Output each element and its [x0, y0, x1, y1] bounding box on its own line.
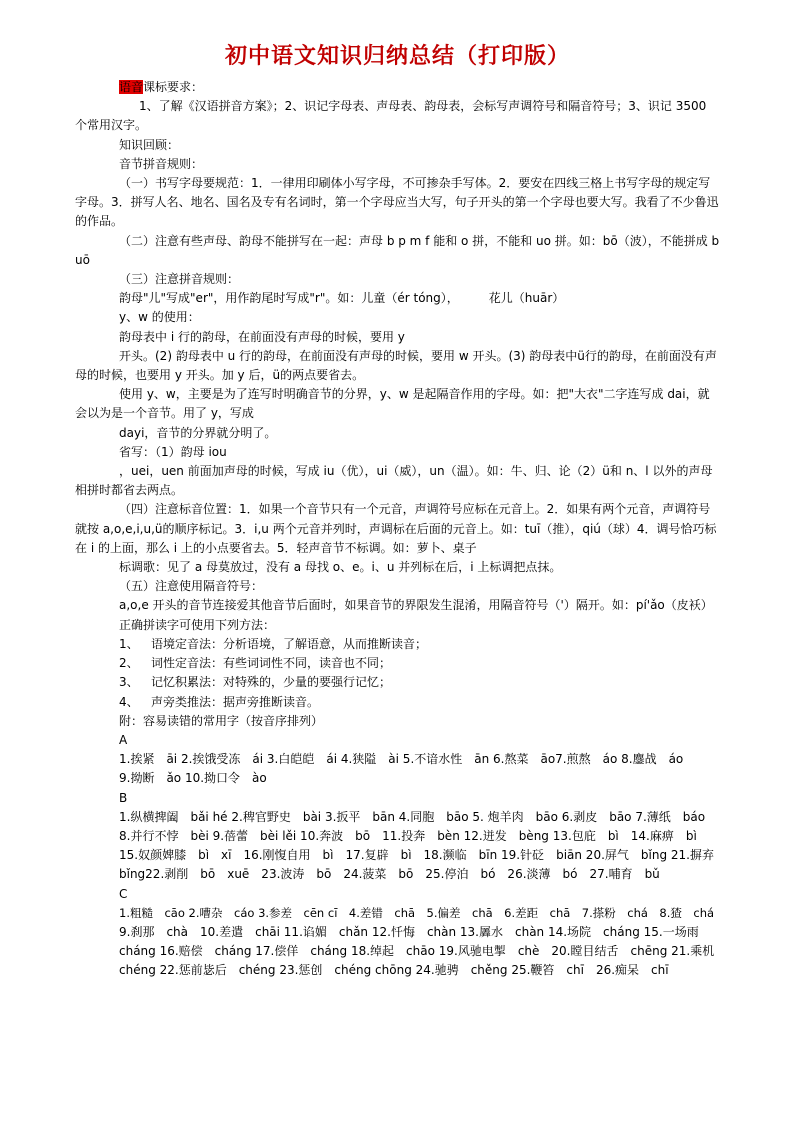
abbreviation-heading: 省写：（1）韵母 iou [119, 444, 227, 459]
section-heading [75, 78, 720, 97]
letter-heading-a: A [119, 732, 128, 747]
yw-rule-1: 韵母表中 i 行的韵母，在前面没有声母的时候，要用 y [119, 329, 405, 344]
methods-list [75, 635, 720, 712]
word-list-line: chéng 22.惩前毖后 chéng 23.惩创 chéng chōng 24.驰骋 chěng 25.鞭笞 chī 26.痴呆 chī [119, 963, 669, 978]
word-list-line: 1.粗糙 cāo 2.嘈杂 cáo 3.参差 cēn cī 4.差错 chā 5.偏差 chā 6.差距 chā 7.搽粉 chá 8.猹 chá [119, 905, 715, 920]
method-item [75, 693, 720, 712]
method-text: 语境定音法：分析语境，了解语意，从而推断读音； [151, 636, 428, 651]
yw-rule-3: 使用 y、w，主要是为了连写时明确音节的分界，y、w 是起隔音作用的字母。如：把"大衣"二字连写成 dai，就会以为是一个音节。用了 y，写成 [75, 387, 710, 421]
method-text: 声旁类推法：据声旁推断读音。 [151, 694, 320, 709]
rule-paragraph-3: （三）注意拼音规则： [119, 272, 240, 287]
word-list-line: cháng 16.赔偿 cháng 17.偿佯 cháng 18.绰起 chāo 19.风驰电掣 chè 20.瞠目结舌 chēng 21.乘机 [119, 944, 715, 959]
yw-rule-4: dayi，音节的分界就分明了。 [119, 425, 277, 440]
requirements-paragraph: 1、了解《汉语拼音方案》；2、识记字母表、声母表、韵母表，会标写声调符号和隔音符号；3、识记 3500 个常用汉字。 [75, 99, 707, 133]
rule-paragraph-5: （五）注意使用隔音符号： [119, 579, 264, 594]
word-list-line: 1.纵横捭阖 bǎi hé 2.稗官野史 bài 3.扳平 bān 4.同胞 bāo 5. 炮羊肉 bāo 6.剥皮 bāo 7.薄纸 báo [119, 809, 706, 824]
abbreviation-paragraph: ，uei，uen 前面加声母的时候，写成 iu（优），ui（威），un（温）。如：牛、归、论（2）ü和 n、l 以外的声母相拼时都省去两点。 [75, 464, 713, 498]
rule-paragraph-1: （一）书写字母要规范：1．一律用印刷体小写字母，不可掺杂手写体。2．要安在四线三格上书写字母的规定写字母。3．拼写人名、地名、国名及专有名词时，第一个字母应当大写，句子开头的第一个字母也要大写。我看了不少鲁迅的作品。 [75, 176, 719, 229]
methods-heading: 正确拼读字可使用下列方法： [119, 617, 276, 632]
word-list-line: 1.挨紧 āi 2.挨饿受冻 ái 3.白皑皑 ái 4.狭隘 ài 5.不谙水性 ān 6.熬菜 āo7.煎熬 áo 8.鏖战 áo [119, 752, 684, 767]
word-list-line: 9.拗断 ǎo 10.拗口令 ào [119, 771, 267, 786]
letter-heading-c: C [119, 886, 128, 901]
word-list-line: 8.并行不悖 bèi 9.蓓蕾 bèi lěi 10.奔波 bō 11.投奔 bèn 12.迸发 bèng 13.包庇 bì 14.麻痹 bì [119, 828, 697, 843]
document-page [75, 40, 720, 981]
yw-rule-2: 开头。(2) 韵母表中 u 行的韵母，在前面没有声母的时候，要用 w 开头。(3) 韵母表中ü行的韵母，在前面没有声母的时候，也要用 y 开头。加 y 后，ü的两点要省去。 [75, 348, 717, 383]
er-rule-paragraph: 韵母"儿"写成"er"，用作韵尾时写成"r"。如：儿童（ér tóng）， 花儿（huār） [119, 291, 565, 306]
section-heading-text: 课标要求： [143, 80, 204, 94]
method-number: 2、 [119, 656, 139, 671]
word-list-line: 15.奴颜婢膝 bì xī 16.刚愎自用 bì 17.复辟 bì 18.濒临 bīn 19.针砭 biān 20.屏气 bǐng 21.摒弃 [119, 848, 714, 863]
tone-song-paragraph: 标调歌：见了 a 母莫放过，没有 a 母找 o、e。i、u 并列标在后，i 上标调把点抹。 [119, 560, 562, 575]
letter-heading-b: B [119, 790, 128, 805]
method-number: 3、 [119, 675, 139, 690]
method-number: 4、 [119, 694, 139, 709]
method-item [75, 635, 720, 654]
method-text: 词性定音法：有些词词性不同，读音也不同； [151, 656, 392, 671]
rule-paragraph-4: （四）注意标音位置：1．如果一个音节只有一个元音，声调符号应标在元音上。2．如果有两个元音，声调符号就按 a,o,e,i,u,ü的顺序标记。3．i,u 两个元音并列时，声调标在后面的元音上。如：tuī（推），qiú（球）4．调号恰巧标在 i 的上面，那么 i 上的小点要省去。5．轻声音节不标调。如：萝卜、桌子 [75, 502, 717, 555]
page-title: 初中语文知识归纳总结（打印版） [224, 43, 570, 69]
separator-rule-paragraph: a,o,e 开头的音节连接爱其他音节后面时，如果音节的界限发生混淆，用隔音符号（'）隔开。如：pí'ǎo（皮袄） [119, 598, 713, 613]
yw-heading: y、w 的使用： [119, 310, 200, 325]
rule-paragraph-2: （二）注意有些声母、韵母不能拼写在一起：声母 b p m f 能和 o 拼，不能和 uo 拼。如：bō（波），不能拼成 buō [75, 233, 720, 267]
review-heading: 知识回顾： [119, 137, 180, 152]
method-number: 1、 [119, 636, 139, 651]
rules-heading: 音节拼音规则： [119, 156, 204, 171]
highlighted-term: 语音 [119, 80, 144, 94]
word-list-line: bǐng22.剥削 bō xuē 23.波涛 bō 24.菠菜 bō 25.停泊 bó 26.淡薄 bó 27.哺育 bǔ [119, 867, 660, 882]
appendix-heading: 附：容易读错的常用字（按音序排列） [119, 713, 324, 728]
method-item [75, 654, 720, 673]
word-list-line: 9.刹那 chà 10.差遣 chāi 11.谄媚 chǎn 12.忏悔 chàn 13.羼水 chàn 14.场院 cháng 15.一场雨 [119, 924, 699, 939]
method-item [75, 673, 720, 692]
method-text: 记忆积累法：对特殊的，少量的要强行记忆； [151, 675, 392, 690]
